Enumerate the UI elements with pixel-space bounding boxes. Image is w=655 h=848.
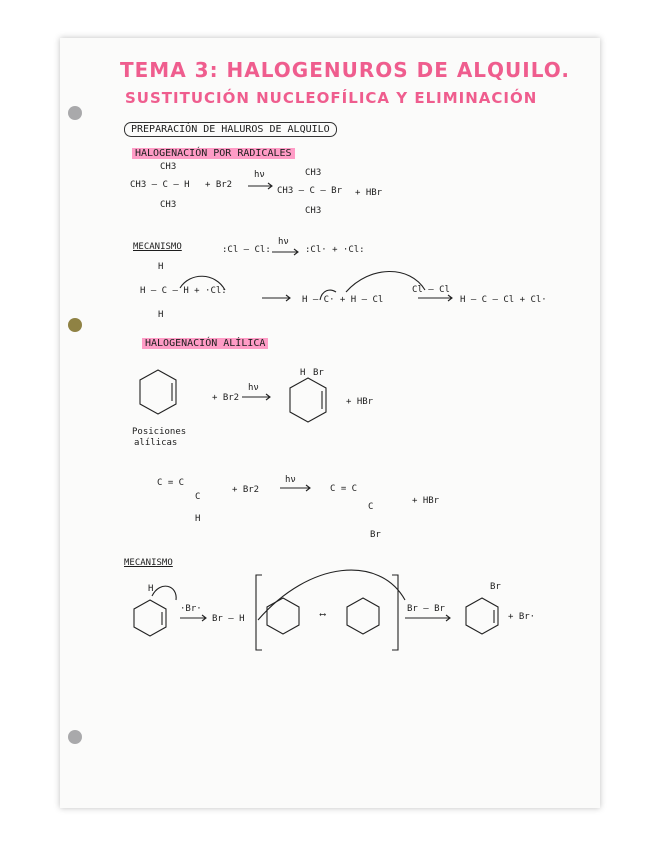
chem-text: CH3 — C — Br (277, 186, 343, 196)
title-line-2: SUSTITUCIÓN NUCLEOFÍLICA Y ELIMINACIÓN (125, 89, 538, 107)
chem-text: ⟷ (320, 610, 326, 620)
chem-text: CH3 (160, 200, 177, 210)
chem-text: C = C (330, 484, 358, 494)
chem-text: Br (370, 530, 381, 540)
chem-text: + HBr (346, 397, 374, 407)
chem-text: CH3 — C — H (130, 180, 190, 190)
note-text: alílicas (134, 438, 178, 448)
section-box: PREPARACIÓN DE HALUROS DE ALQUILO (124, 122, 337, 137)
chem-text: H — C — Cl + Cl· (460, 295, 547, 305)
arrow-label: hν (254, 170, 265, 180)
chem-text: H (195, 514, 201, 524)
chem-text: H (300, 368, 306, 378)
chem-text: Cl — Cl (412, 285, 450, 295)
heading-radicals: HALOGENACIÓN POR RADICALES (132, 148, 295, 159)
chem-text: + HBr (355, 188, 383, 198)
chem-text: Br (313, 368, 324, 378)
chem-text: CH3 (305, 206, 322, 216)
heading-allylic: HALOGENACIÓN ALÍLICA (142, 338, 268, 349)
chem-text: H (148, 584, 154, 594)
chem-text: CH3 (160, 162, 177, 172)
chem-text: C = C (157, 478, 185, 488)
chem-text: + Br2 (232, 485, 260, 495)
chem-text: H (158, 310, 164, 320)
chem-text: H — C — H + ·Cl: (140, 286, 227, 296)
arrow-label: hν (285, 475, 296, 485)
chem-text: :Cl· + ·Cl: (305, 245, 365, 255)
arrow-label: hν (248, 383, 259, 393)
title-line-1: TEMA 3: HALOGENUROS DE ALQUILO. (120, 58, 570, 82)
chem-text: :Cl — Cl: (222, 245, 271, 255)
chem-text: C (368, 502, 374, 512)
chem-text: Br (490, 582, 501, 592)
mechanism-label: MECANISMO (133, 242, 182, 252)
chem-text: H (158, 262, 164, 272)
chem-text: CH3 (305, 168, 322, 178)
chem-text: Br — Br (407, 604, 445, 614)
chem-text: C (195, 492, 201, 502)
mechanism-label: MECANISMO (124, 558, 173, 568)
chem-text: + Br2 (212, 393, 240, 403)
chem-text: Br – H (212, 614, 245, 624)
arrow-label: hν (278, 237, 289, 247)
chem-text: + Br· (508, 612, 536, 622)
chem-text: H — C· + H — Cl (302, 295, 384, 305)
chem-text: + HBr (412, 496, 440, 506)
chem-text: + Br2 (205, 180, 233, 190)
note-text: Posiciones (132, 427, 187, 437)
chem-text: ·Br· (180, 604, 202, 614)
